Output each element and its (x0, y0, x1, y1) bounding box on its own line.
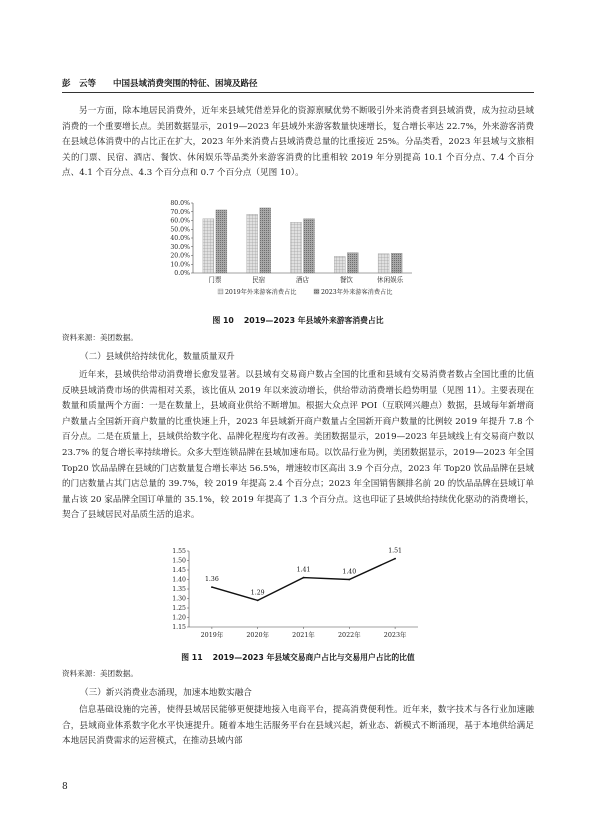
x-tick-label: 酒店 (295, 276, 310, 284)
data-point-2 (303, 577, 305, 579)
data-point-3 (348, 579, 350, 581)
paragraph-visitors: 另一方面，除本地居民消费外，近年来县域凭借差异化的资源禀赋优势不断吸引外来消费者到县域消费，成为拉动县域消费的一个重要增长点。美团数据显示，2019—2023 年县域外来游客数量快速增长，复合增长率达 22.7%，外来游客消费在县域总体消费中的占比正在扩大，2023 年外来消费占县域消费总量的比重接近 25%。分品类看，2023 年县域与文旅相关的门票、民宿、酒店、餐饮、休闲娱乐等品类外来游客消费的比重相较 2019 年分别提高 10.1 个百分点、7.4 个百分点、4.1 个百分点、4.3 个百分点和 0.7 个百分点（见图 10）。 (62, 106, 534, 179)
bar-0-2 (291, 222, 302, 273)
data-label-4: 1.51 (388, 547, 402, 555)
x-tick-label: 餐饮 (339, 276, 353, 284)
legend-swatch-1 (314, 289, 319, 294)
x-tick-label: 2020年 (246, 631, 270, 639)
bar-1-4 (391, 253, 402, 273)
figure-10-source: 资料来源：美团数据。 (62, 333, 138, 342)
figure-10-number: 图 10 (212, 316, 234, 325)
bar-1-2 (304, 219, 315, 273)
figure-10-bar-chart (0, 200, 596, 312)
y-tick-label: 1.50 (172, 557, 186, 565)
y-tick-label: 1.30 (172, 595, 186, 603)
data-label-0: 1.36 (205, 576, 219, 584)
x-tick-label: 2022年 (337, 631, 361, 639)
x-tick-label: 2023年 (383, 631, 407, 639)
section-heading-2: （二）县域供给持续优化，数量质量双升 (80, 352, 235, 362)
figure-11-caption (0, 652, 596, 663)
y-tick-label: 40.0% (170, 235, 190, 243)
x-tick-label: 休闲娱乐 (376, 276, 404, 284)
data-point-1 (257, 600, 259, 602)
y-tick-label: 1.45 (172, 567, 186, 575)
y-tick-label: 80.0% (170, 200, 190, 208)
paragraph-supply: 近年来，县域供给带动消费增长愈发显著。以县域有交易商户数占全国的比重和县域有交易消费者数占全国比重的比值反映县域消费市场的供需相对关系，该比值从 2019 年以来波动增长，供给带动消费增长趋势明显（见图 11）。主要表现在数量和质量两个方面：一是在数量上，县域商业供给不断增加。根据大众点评 POI（互联网兴趣点）数据，县域每年新增商户数量占全国新开商户数量的比重快速上升，2023 年县域新开商户数量占全国新开商户数量的比例较 2019 年提升 7.8 个百分点。二是在质量上，县域供给数字化、品牌化程度均有改善。美团数据显示，2019—2023 年县域线上有交易商户数以 23.7% 的复合增长率持续增长。众多大型连锁品牌在县域加速布局。以饮品行业为例，美团数据显示，2019—2023 年全国 Top20 饮品品牌在县域的门店数量复合增长率达 56.5%，增速较市区高出 3.9 个百分点，2023 年 Top20 饮品品牌在县域的门店数量占其门店总量的 39.7%，较 2019 年提高 2.4 个百分点；2023 年全国销售额排名前 20 的饮品品牌在县域订单量占该 20 家品牌全国订单量的 35.1%，较 2019 年提高了 1.3 个百分点。这也印证了县域供给持续优化驱动的消费增长，契合了县域居民对品质生活的追求。 (62, 370, 534, 521)
y-tick-label: 1.15 (172, 624, 186, 632)
y-tick-label: 1.25 (172, 605, 186, 613)
y-tick-label: 30.0% (170, 243, 190, 251)
running-header (62, 77, 258, 89)
bar-0-3 (334, 256, 345, 273)
legend-swatch-0 (218, 289, 223, 294)
x-tick-label: 民宿 (252, 276, 266, 284)
bar-1-1 (260, 208, 271, 273)
x-tick-label: 2019年 (200, 631, 224, 639)
y-tick-label: 1.55 (172, 548, 186, 556)
bar-1-3 (347, 253, 358, 273)
figure-11-title: 2019—2023 年县域交易商户占比与交易用户占比的比值 (212, 653, 415, 662)
y-tick-label: 20.0% (170, 252, 190, 260)
y-tick-label: 1.40 (172, 576, 186, 584)
figure-11-source: 资料来源：美团数据。 (62, 669, 138, 678)
data-label-2: 1.41 (296, 566, 311, 574)
legend-label-1: 2023年外来游客消费占比 (321, 289, 393, 296)
data-point-4 (394, 558, 396, 560)
data-label-3: 1.40 (342, 568, 357, 576)
section-heading-3: （三）新兴消费业态涌现，加速本地数实融合 (80, 688, 252, 698)
header-title: 中国县域消费突围的特征、困境及路径 (112, 79, 258, 89)
header-author: 彭 云等 (62, 79, 97, 89)
data-point-0 (211, 586, 213, 588)
y-tick-label: 10.0% (170, 261, 190, 269)
legend-label-0: 2019年外来游客消费占比 (225, 289, 297, 296)
y-tick-label: 1.20 (172, 614, 186, 622)
y-tick-label: 1.35 (172, 586, 186, 594)
bar-0-4 (378, 254, 389, 273)
y-tick-label: 60.0% (170, 217, 190, 225)
y-tick-label: 50.0% (170, 226, 190, 234)
bar-0-1 (247, 214, 258, 273)
x-tick-label: 2021年 (292, 631, 315, 639)
y-tick-label: 0.0% (174, 270, 190, 278)
bar-0-0 (203, 219, 214, 273)
paragraph-digital: 信息基础设施的完善，使得县域居民能够更便捷地接入电商平台，提高消费便利性。近年来，数字技术与各行业加速融合，县域商业体系数字化水平快速提升。随着本地生活服务平台在县域兴起，新业态、新模式不断涌现，基于本地供给满足本地居民消费需求的运营模式，在推动县域内部 (62, 705, 534, 747)
y-tick-label: 70.0% (170, 208, 190, 216)
page-number: 8 (62, 782, 68, 792)
figure-11-number: 图 11 (181, 653, 203, 662)
figure-10-title: 2019—2023 年县域外来游客消费占比 (243, 316, 384, 325)
data-label-1: 1.29 (250, 589, 265, 597)
figure-10-caption (0, 315, 596, 326)
x-tick-label: 门票 (208, 276, 222, 284)
header-rule (62, 92, 534, 93)
bar-1-0 (216, 210, 227, 273)
figure-11-line-chart (0, 546, 596, 648)
ratio-series-line (212, 559, 395, 601)
